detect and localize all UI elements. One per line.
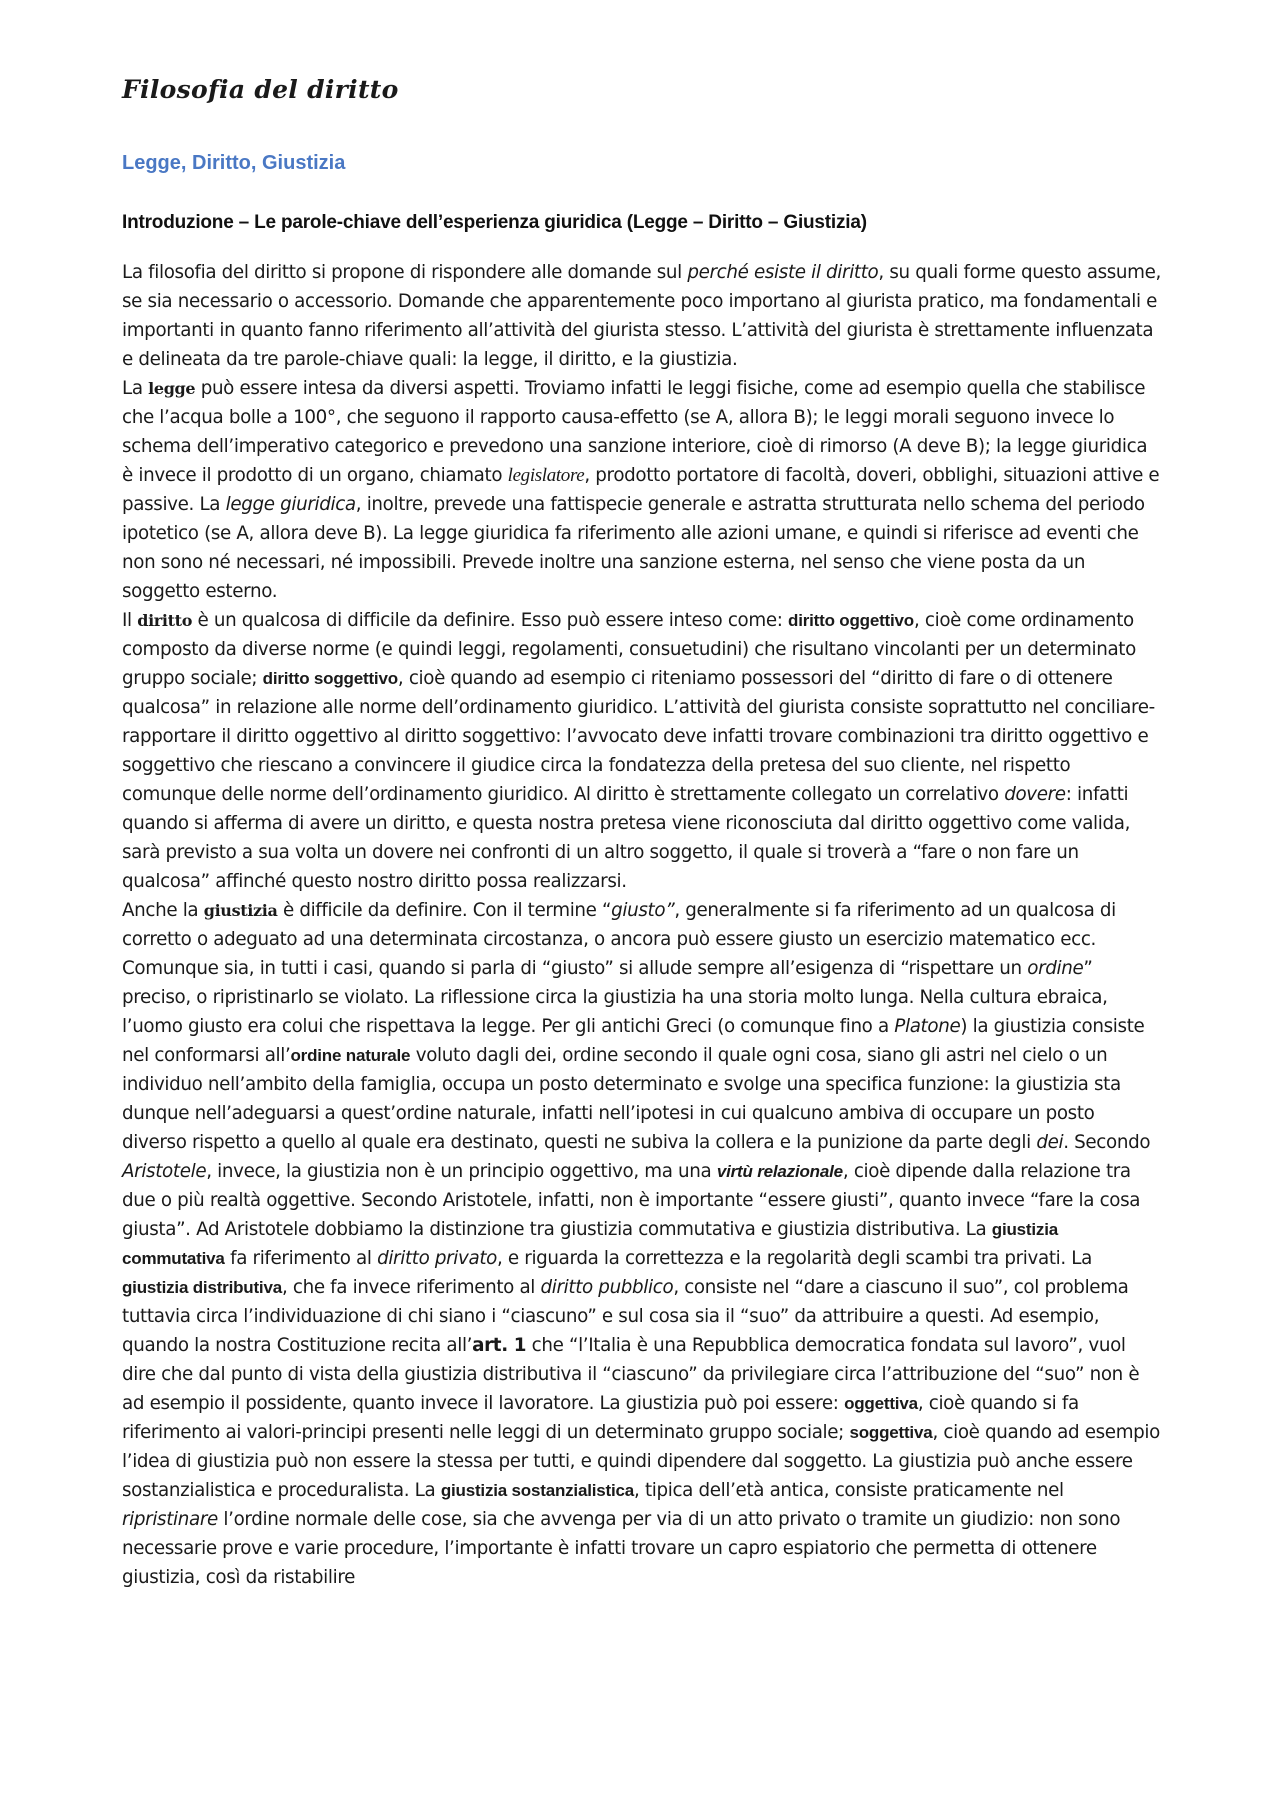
text-run: , cioè come ordinamento composto da diverse norme (e quindi leggi, regolamenti, consuetudini) che risultano vincolanti per un determinato gruppo sociale;: [122, 610, 1136, 689]
emphasis: ripristinare: [122, 1509, 218, 1530]
text-run: , su quali forme questo assume, se sia necessario o accessorio. Domande che apparentemente poco importano al giurista pratico, ma fondamentali e importanti in quanto fanno riferimento all’attività del giurista stesso. L’attività del giurista è strettamente influenzata e delineata da tre parole-chiave quali: la legge, il diritto, e la giustizia.: [122, 262, 1161, 370]
keyword-ordine-naturale: ordine naturale: [290, 1046, 411, 1065]
text-run: voluto dagli dei, ordine secondo il quale ogni cosa, siano gli astri nel cielo o un individuo nell’ambito della famiglia, occupa un posto determinato e svolge una specifica funzione: la giustizia sta dunque nell’adeguarsi a quest’ordine naturale, infatti nell’ipotesi in cui qualcuno ambiva di occupare un posto diverso rispetto a quello al quale era destinato, questi ne subiva la collera e la punizione da parte degli: [122, 1045, 1121, 1153]
text-run: , invece, la giustizia non è un principio oggettivo, ma una: [206, 1161, 717, 1182]
document-title: Filosofia del diritto: [122, 75, 399, 104]
emphasis: Aristotele: [122, 1161, 207, 1182]
text-run: è un qualcosa di difficile da definire. Esso può essere inteso come:: [192, 610, 789, 631]
keyword-giustizia-distributiva: giustizia distributiva: [122, 1278, 282, 1297]
keyword-legge: legge: [148, 379, 196, 398]
text-run: , tipica dell’età antica, consiste praticamente nel: [634, 1480, 1064, 1501]
text-run: : infatti quando si afferma di avere un diritto, e questa nostra pretesa viene riconosciuta dal diritto oggettivo come valida, sarà previsto a sua volta un dovere nei confronti di un altro soggetto, il quale si troverà a “fare o non fare un qualcosa” affinché questo nostro diritto possa realizzarsi.: [122, 784, 1131, 892]
text-run: , cioè quando si fa riferimento ai valori-principi presenti nelle leggi di un determinato gruppo sociale;: [122, 1393, 1079, 1443]
paragraph-filosofia: [122, 258, 1162, 374]
text-run: l’ordine normale delle cose, sia che avvenga per via di un atto privato o tramite un giudizio: non sono necessarie prove e varie procedure, l’importante è infatti trovare un capro espiatorio che permetta di ottenere giustizia, così da ristabilire: [122, 1509, 1121, 1588]
text-run: , e riguarda la correttezza e la regolarità degli scambi tra privati. La: [497, 1248, 1092, 1269]
text-run: , cioè quando ad esempio l’idea di giustizia può non essere la stessa per tutti, e quindi dipendere dal soggetto. La giustizia può anche essere sostanzialistica e proceduralista. La: [122, 1422, 1160, 1501]
paragraph-legge: [122, 374, 1162, 606]
text-run: , inoltre, prevede una fattispecie generale e astratta strutturata nello schema del periodo ipotetico (se A, allora deve B). La legge giuridica fa riferimento alle azioni umane, e quindi si riferisce ad eventi che non sono né necessari, né impossibili. Prevede inoltre una sanzione esterna, nel senso che viene posta da un soggetto esterno.: [122, 494, 1145, 602]
text-run: , cioè quando ad esempio ci riteniamo possessori del “diritto di fare o di ottenere qualcosa” in relazione alle norme dell’ordinamento giuridico. L’attività del giurista consiste soprattutto nel conciliare-rapportare il diritto oggettivo al diritto soggettivo: l’avvocato deve infatti trovare combinazioni tra diritto oggettivo e soggettivo che riescano a convincere il giudice circa la fondatezza della pretesa del suo cliente, nel rispetto comunque delle norme dell’ordinamento giuridico. Al diritto è strettamente collegato un correlativo: [122, 668, 1155, 805]
body-text: [122, 258, 1162, 1592]
text-run: ” preciso, o ripristinarlo se violato. La riflessione circa la giustizia ha una storia molto lunga. Nella cultura ebraica, l’uomo giusto era colui che rispettava la legge. Per gli antichi Greci (o comunque fino a: [122, 958, 1108, 1037]
text-run: Il: [122, 610, 138, 631]
text-run: fa riferimento al: [224, 1248, 378, 1269]
text-run: ) la giustizia consiste nel conformarsi all’: [122, 1016, 1145, 1066]
keyword-legislatore: legislatore: [507, 465, 585, 486]
text-run: Anche la: [122, 900, 204, 921]
keyword-diritto: diritto: [137, 611, 193, 630]
emphasis: ordine: [1027, 958, 1084, 979]
keyword-giustizia: giustizia: [203, 901, 278, 920]
text-run: . Secondo: [1063, 1132, 1151, 1153]
keyword-virtu-relazionale: virtù relazionale: [716, 1162, 843, 1181]
keyword-giustizia-sostanzialistica: giustizia sostanzialistica: [440, 1481, 635, 1500]
keyword-diritto-soggettivo: diritto soggettivo: [262, 669, 398, 688]
section-title: Legge, Diritto, Giustizia: [122, 152, 346, 174]
text-run: può essere intesa da diversi aspetti. Troviamo infatti le leggi fisiche, come ad esempio quella che stabilisce che l’acqua bolle a 100°, che seguono il rapporto causa-effetto (se A, allora B); le leggi morali seguono invece lo schema dell’imperativo categorico e prevedono una sanzione interiore, cioè di rimorso (A deve B); la legge giuridica è invece il prodotto di un organo, chiamato: [122, 378, 1148, 486]
keyword-giustizia-commutativa: giustizia commutativa: [122, 1220, 1058, 1268]
emphasis: dei: [1036, 1132, 1064, 1153]
text-run: , generalmente si fa riferimento ad un qualcosa di corretto o adeguato ad una determinata circostanza, o ancora può essere giusto un esercizio matematico ecc. Comunque sia, in tutti i casi, quando si parla di “giusto” si allude sempre all’esigenza di “rispettare un: [122, 900, 1116, 979]
text-run: La: [122, 378, 149, 399]
keyword-soggettiva: soggettiva: [849, 1423, 933, 1442]
text-run: che “l’Italia è una Repubblica democratica fondata sul lavoro”, vuol dire che dal punto di vista della giustizia distributiva il “ciascuno” da privilegiare circa l’attribuzione del “suo” non è ad esempio il possidente, quanto invece il lavoratore. La giustizia può poi essere:: [122, 1335, 1140, 1414]
keyword-oggettiva: oggettiva: [844, 1394, 918, 1413]
emphasis: dovere: [1004, 784, 1066, 805]
text-run: è difficile da definire. Con il termine “: [277, 900, 612, 921]
emphasis: Platone: [894, 1016, 961, 1037]
emphasis: perché esiste il diritto: [687, 262, 879, 283]
intro-heading: Introduzione – Le parole-chiave dell’esperienza giuridica (Legge – Diritto – Giustizia): [122, 212, 867, 233]
text-run: La filosofia del diritto si propone di rispondere alle domande sul: [122, 262, 688, 283]
paragraph-diritto: [122, 606, 1162, 896]
emphasis: giusto”: [611, 900, 675, 921]
text-run: , che fa invece riferimento al: [281, 1277, 541, 1298]
text-run: , consiste nel “dare a ciascuno il suo”, col problema tuttavia circa l’individuazione di chi siano i “ciascuno” e sul cosa sia il “suo” da attribuire a questi. Ad esempio, quando la nostra Costituzione recita all’: [122, 1277, 1129, 1356]
paragraph-giustizia: [122, 896, 1162, 1592]
document-page: [122, 70, 1162, 1592]
text-run: , prodotto portatore di facoltà, doveri, obblighi, situazioni attive e passive. La: [122, 465, 1160, 515]
keyword-art-1: art. 1: [472, 1335, 527, 1356]
keyword-diritto-oggettivo: diritto oggettivo: [788, 611, 914, 630]
emphasis: legge giuridica: [225, 494, 356, 515]
text-run: , cioè dipende dalla relazione tra due o più realtà oggettive. Secondo Aristotele, infatti, non è importante “essere giusti”, quanto invece “fare la cosa giusta”. Ad Aristotele dobbiamo la distinzione tra giustizia commutativa e giustizia distributiva. La: [122, 1161, 1141, 1240]
emphasis: diritto privato: [377, 1248, 497, 1269]
emphasis: diritto pubblico: [540, 1277, 674, 1298]
